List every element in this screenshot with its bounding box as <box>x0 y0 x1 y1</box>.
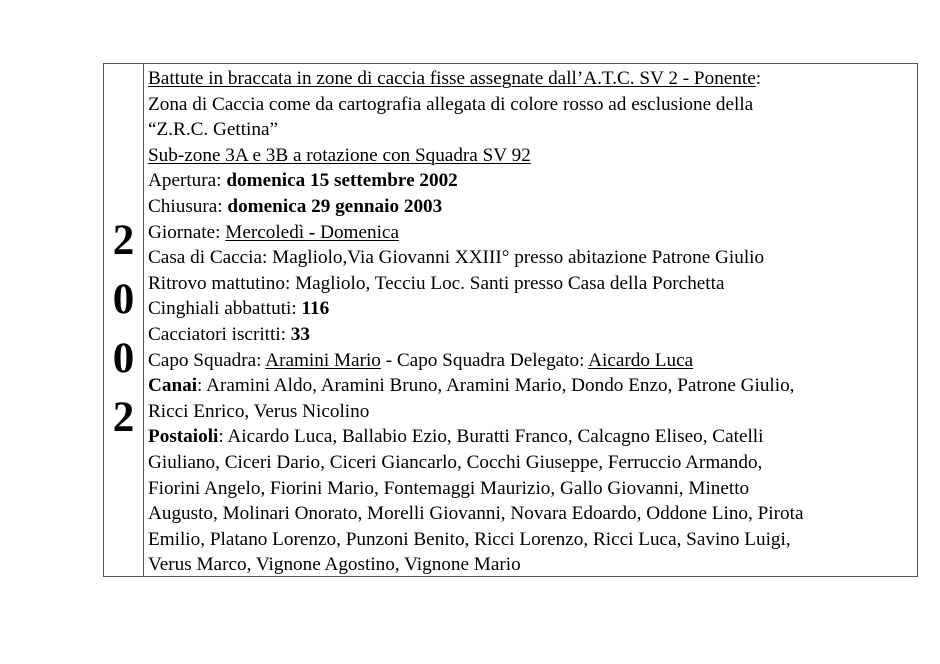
text-segment: Zona di Caccia come da cartografia allegata di colore rosso ad esclusione della <box>148 93 754 115</box>
text-segment: Postaioli <box>148 426 219 448</box>
text-line <box>148 194 913 220</box>
text-segment: “Z.R.C. Gettina” <box>148 119 279 141</box>
year-digit: 2 <box>112 394 135 441</box>
text-segment: Capo Squadra: <box>148 349 266 371</box>
text-line <box>148 348 913 374</box>
text-line <box>148 476 913 502</box>
text-line <box>148 245 913 271</box>
text-segment: Augusto, Molinari Onorato, Morelli Giovanni, Novara Edoardo, Oddone Lino, Pirota <box>148 503 804 525</box>
text-segment: Verus Marco, Vignone Agostino, Vignone Mario <box>148 554 521 576</box>
text-line <box>148 168 913 194</box>
text-line <box>148 117 913 143</box>
record-details <box>144 64 917 576</box>
text-segment: Casa di Caccia: Magliolo,Via Giovanni XXIII° presso abitazione Patrone Giulio <box>148 247 765 269</box>
text-segment: Cacciatori iscritti: <box>148 323 291 345</box>
text-segment: Ritrovo mattutino: Magliolo, Tecciu Loc. Santi presso Casa della Porchetta <box>148 272 725 294</box>
text-segment: - <box>308 221 316 243</box>
text-segment: Giornate: <box>148 221 226 243</box>
text-segment: domenica 29 gennaio 2003 <box>227 195 443 217</box>
text-segment: Ricci Enrico, Verus Nicolino <box>148 400 370 422</box>
year-digit: 2 <box>112 217 135 264</box>
text-line <box>148 143 913 169</box>
text-segment: : <box>755 68 762 89</box>
text-segment: Canai <box>148 375 198 397</box>
text-segment: 116 <box>301 298 330 320</box>
text-line <box>148 501 913 527</box>
text-segment: : Aicardo Luca, Ballabio Ezio, Buratti Franco, Calcagno Eliseo, Catelli <box>218 426 764 448</box>
text-line <box>148 399 913 425</box>
text-line <box>148 424 913 450</box>
text-line <box>148 552 913 578</box>
text-segment: Chiusura: <box>148 195 228 217</box>
text-segment: domenica 15 settembre 2002 <box>226 170 458 192</box>
text-line <box>148 271 913 297</box>
text-segment: Aicardo Luca <box>588 349 694 371</box>
year-digit: 0 <box>112 335 135 382</box>
text-segment: Emilio, Platano Lorenzo, Punzoni Benito, Ricci Lorenzo, Ricci Luca, Savino Luigi, <box>148 528 791 550</box>
text-line <box>148 450 913 476</box>
text-segment: Battute in braccata in zone di caccia fisse assegnate dall’A.T.C. SV 2 - Ponente <box>148 68 756 89</box>
record-table <box>103 63 918 577</box>
text-segment: Apertura: <box>148 170 227 192</box>
text-segment: Aramini Mario <box>265 349 381 371</box>
year-digit: 0 <box>112 276 135 323</box>
text-segment: 33 <box>290 323 310 345</box>
text-line <box>148 220 913 246</box>
text-line <box>148 296 913 322</box>
text-segment: : Aramini Aldo, Aramini Bruno, Aramini Mario, Dondo Enzo, Patrone Giulio, <box>197 375 795 397</box>
text-segment: Giuliano, Ciceri Dario, Ciceri Giancarlo, Cocchi Giuseppe, Ferruccio Armando, <box>148 451 763 473</box>
text-segment: Cinghiali abbattuti: <box>148 298 302 320</box>
text-segment: Sub-zone 3A e 3B a rotazione con Squadra SV 92 <box>148 144 531 166</box>
year-column <box>104 64 144 576</box>
text-segment: Fiorini Angelo, Fiorini Mario, Fontemaggi Maurizio, Gallo Giovanni, Minetto <box>148 477 750 499</box>
text-segment: Mercoledì <box>225 221 309 243</box>
text-line <box>148 373 913 399</box>
text-segment: Domenica <box>315 221 399 243</box>
text-line <box>148 322 913 348</box>
text-line <box>148 527 913 553</box>
text-segment: - Capo Squadra Delegato: <box>380 349 589 371</box>
text-line <box>148 66 913 92</box>
text-line <box>148 92 913 118</box>
